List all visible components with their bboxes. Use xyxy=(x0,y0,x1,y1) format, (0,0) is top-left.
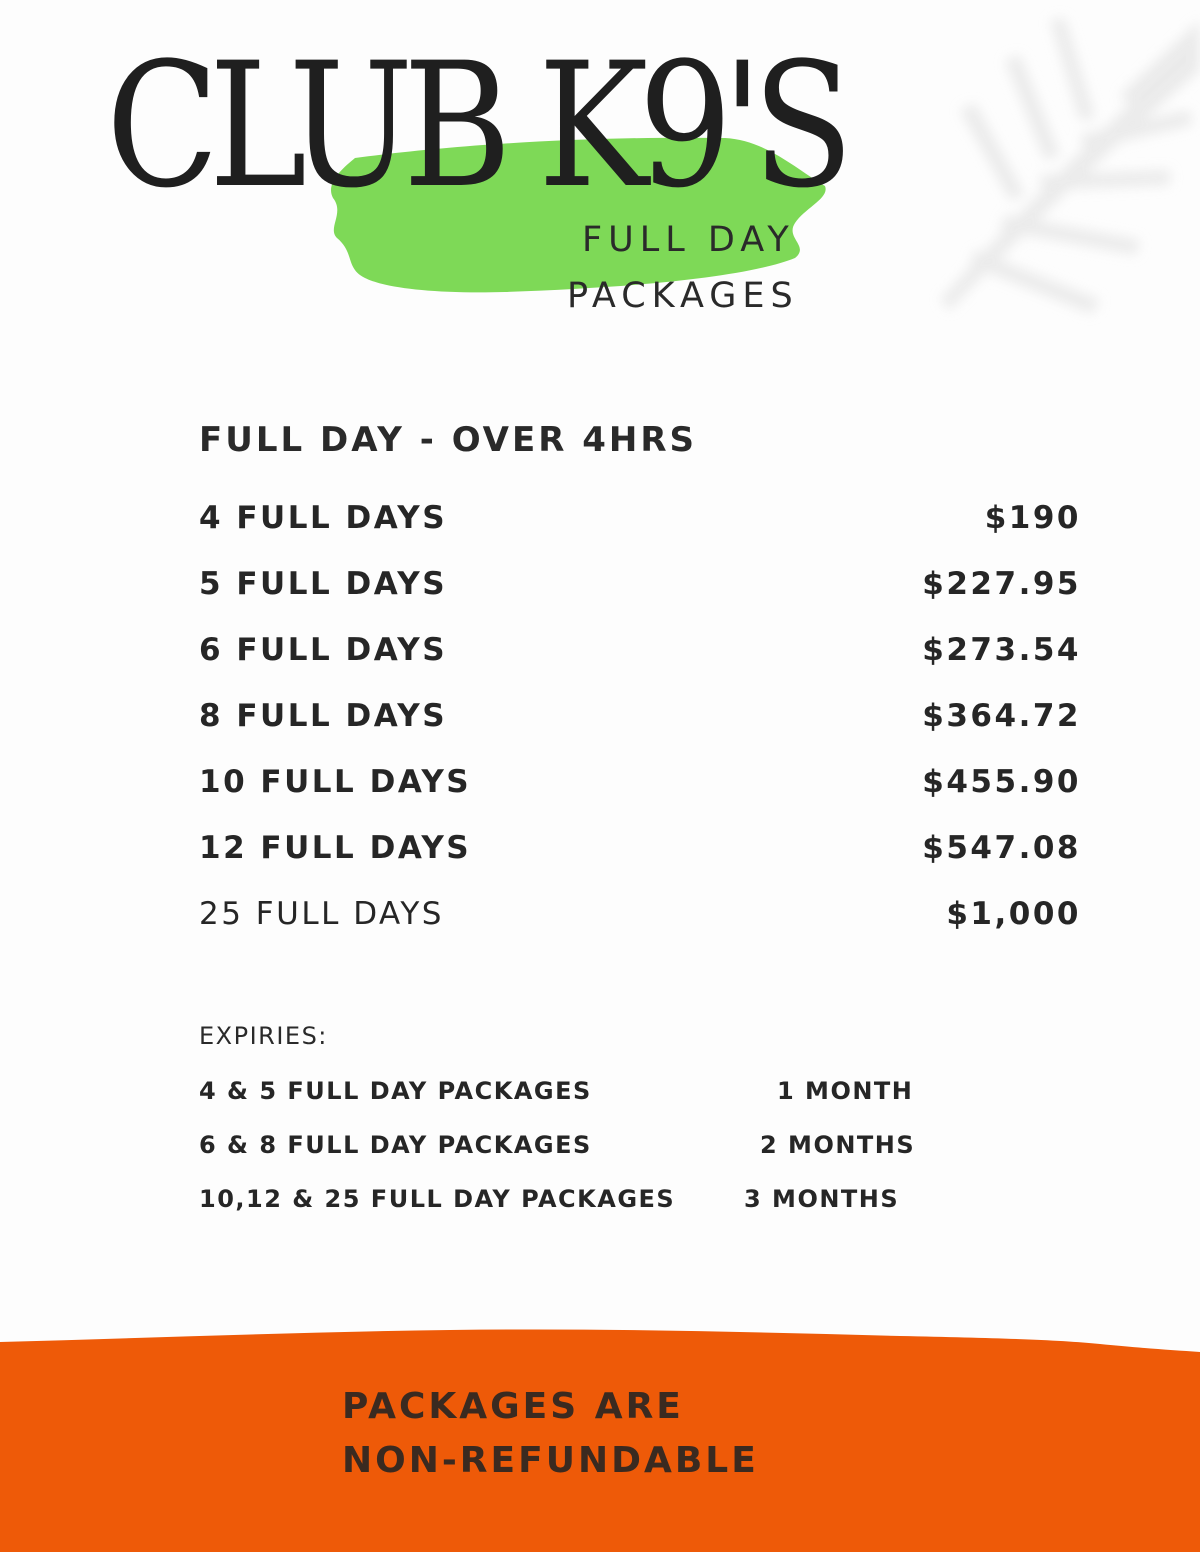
package-label: 6 FULL DAYS xyxy=(199,632,448,668)
expiries-heading: EXPIRIES: xyxy=(199,1022,328,1050)
price-row xyxy=(199,749,1081,815)
price-row xyxy=(199,485,1081,551)
price-row xyxy=(199,617,1081,683)
expiry-row xyxy=(199,1185,900,1213)
price-list xyxy=(199,485,1081,947)
expiry-row xyxy=(199,1077,914,1105)
package-price: $1,000 xyxy=(946,896,1081,932)
package-price: $364.72 xyxy=(922,698,1081,734)
expiry-period: 3 MONTHS xyxy=(744,1185,900,1213)
package-price: $273.54 xyxy=(922,632,1081,668)
expiry-packages: 6 & 8 FULL DAY PACKAGES xyxy=(199,1131,592,1159)
page-title: CLUB K9'S xyxy=(106,25,844,226)
pricing-heading: FULL DAY - OVER 4HRS xyxy=(199,420,698,460)
expiry-period: 2 MONTHS xyxy=(760,1131,916,1159)
package-label: 25 FULL DAYS xyxy=(199,896,444,932)
package-label: 4 FULL DAYS xyxy=(199,500,448,536)
package-price: $455.90 xyxy=(922,764,1081,800)
package-label: 12 FULL DAYS xyxy=(199,830,472,866)
price-row xyxy=(199,815,1081,881)
subtitle-line-2: PACKAGES xyxy=(567,276,799,316)
price-row xyxy=(199,881,1081,947)
package-label: 8 FULL DAYS xyxy=(199,698,448,734)
expiry-row xyxy=(199,1131,916,1159)
package-price: $547.08 xyxy=(922,830,1081,866)
price-row xyxy=(199,683,1081,749)
expiry-period: 1 MONTH xyxy=(777,1077,914,1105)
package-label: 5 FULL DAYS xyxy=(199,566,448,602)
expiry-packages: 4 & 5 FULL DAY PACKAGES xyxy=(199,1077,592,1105)
non-refundable-note: PACKAGES ARE NON-REFUNDABLE xyxy=(342,1386,759,1481)
subtitle-line-1: FULL DAY xyxy=(582,220,795,260)
package-price: $190 xyxy=(984,500,1081,536)
package-label: 10 FULL DAYS xyxy=(199,764,472,800)
price-row xyxy=(199,551,1081,617)
package-price: $227.95 xyxy=(922,566,1081,602)
expiry-packages: 10,12 & 25 FULL DAY PACKAGES xyxy=(199,1185,676,1213)
